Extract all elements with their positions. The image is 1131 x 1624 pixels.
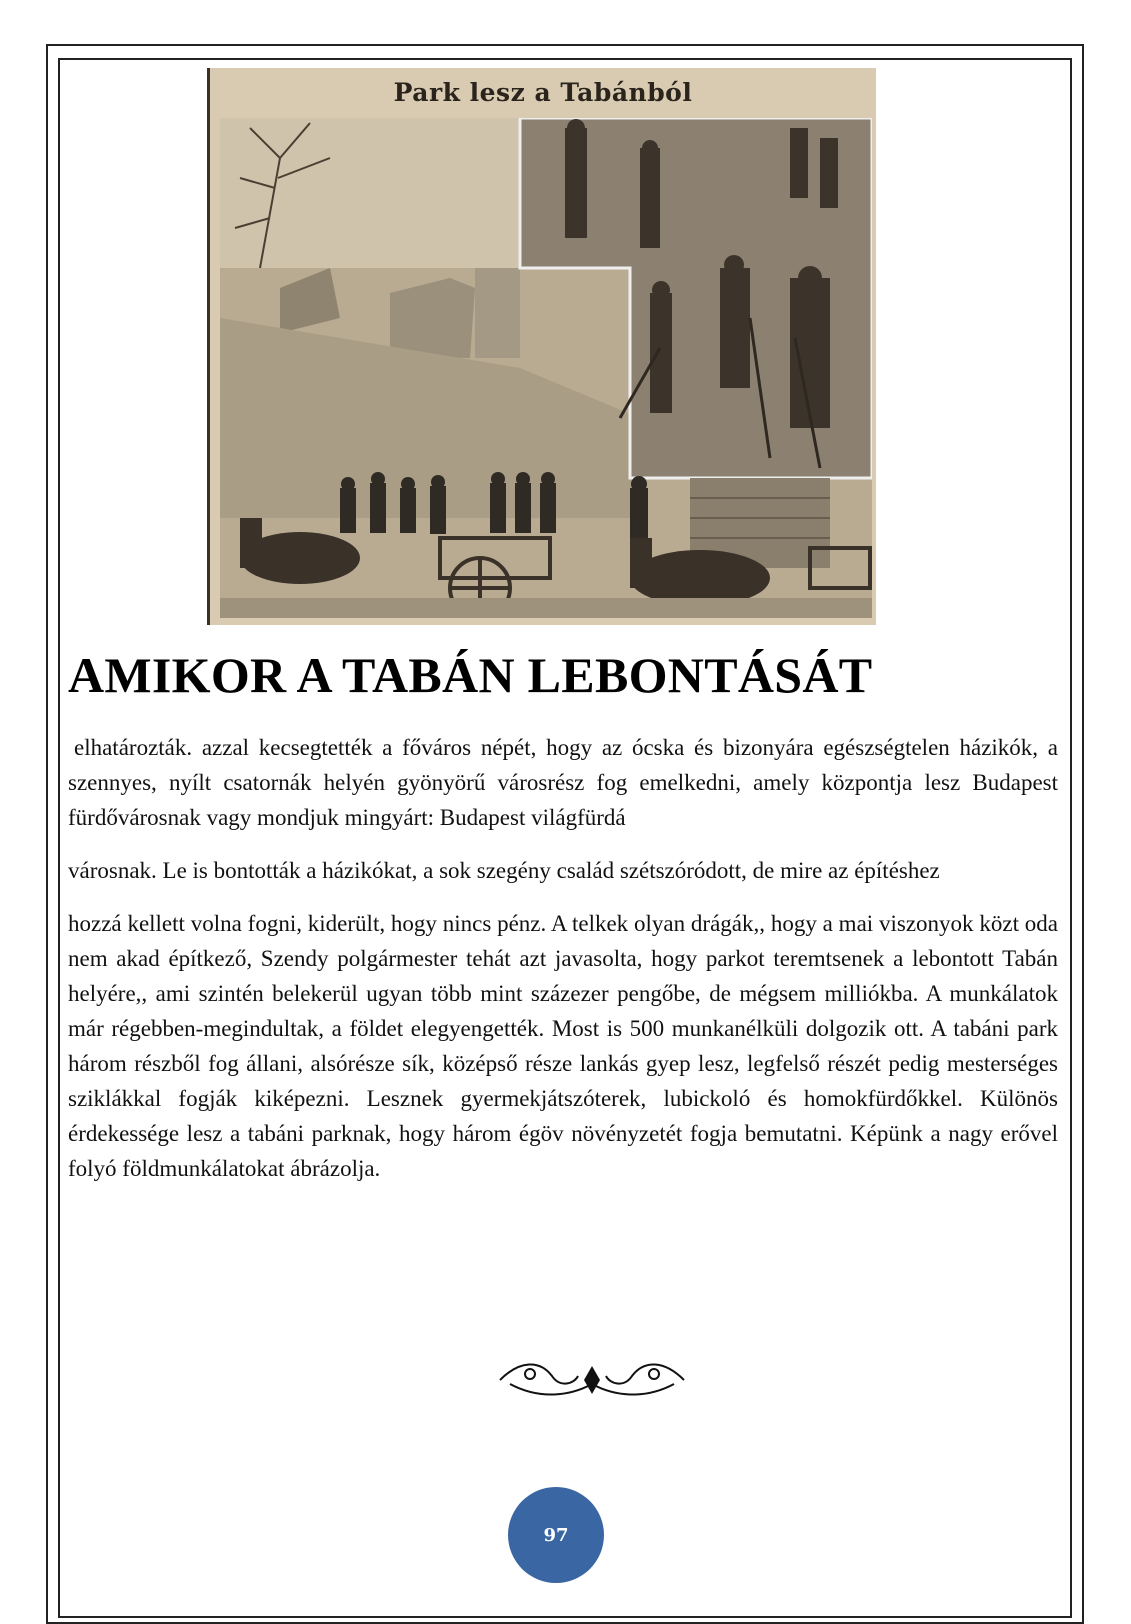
- clipping-title: Park lesz a Tabánból: [393, 78, 693, 107]
- article-paragraph-2: városnak. Le is bontották a házikókat, a sok szegény család szétszóródott, de mire az építéshez: [68, 858, 940, 883]
- newspaper-photo: [220, 118, 872, 618]
- page-number: 97: [543, 1524, 569, 1546]
- article-body: [68, 730, 1058, 1204]
- article-paragraph-1: elhatározták. azzal kecsegtették a főváros népét, hogy az ócska és bizonyára egészségtelen házikók, a szennyes, nyílt csatornák helyén gyönyörű városrész fog emelkedni, amely központja lesz Budapest fürdővárosnak vagy mondjuk mingyárt: Budapest világfürdá: [68, 735, 1058, 830]
- page-number-badge: [508, 1487, 604, 1583]
- article-paragraph-3: hozzá kellett volna fogni, kiderült, hogy nincs pénz. A telkek olyan drágák,, hogy a mai viszonyok közt oda nem akad építkező, Szendy polgármester tehát azt javasolta, hogy parkot teremtsenek a lebontott Tabán helyére,, ami szintén belekerül ugyan több mint százezer pengőbe, de mégsem milliókba. A munkálatok már régebben-megindultak, a földet elegyengették. Most is 500 munkanélküli dolgozik ott. A tabáni park három részből fog állani, alsórésze sík, középső része lankás gyep lesz, legfelső részét pedig mesterséges sziklákkal fogják kiképezni. Lesznek gyermekjátszóterek, lubickoló és homokfürdőkkel. Különös érdekessége lesz a tabáni parknak, hogy három égöv növényzetét fogja bemutatni. Képünk a nagy erővel folyó földmunkálatokat ábrázolja.: [68, 911, 1058, 1181]
- article-headline: AMIKOR A TABÁN LEBONTÁSÁT: [68, 647, 873, 703]
- scroll-ornament-icon: [490, 1350, 694, 1410]
- newspaper-clipping: [207, 68, 876, 625]
